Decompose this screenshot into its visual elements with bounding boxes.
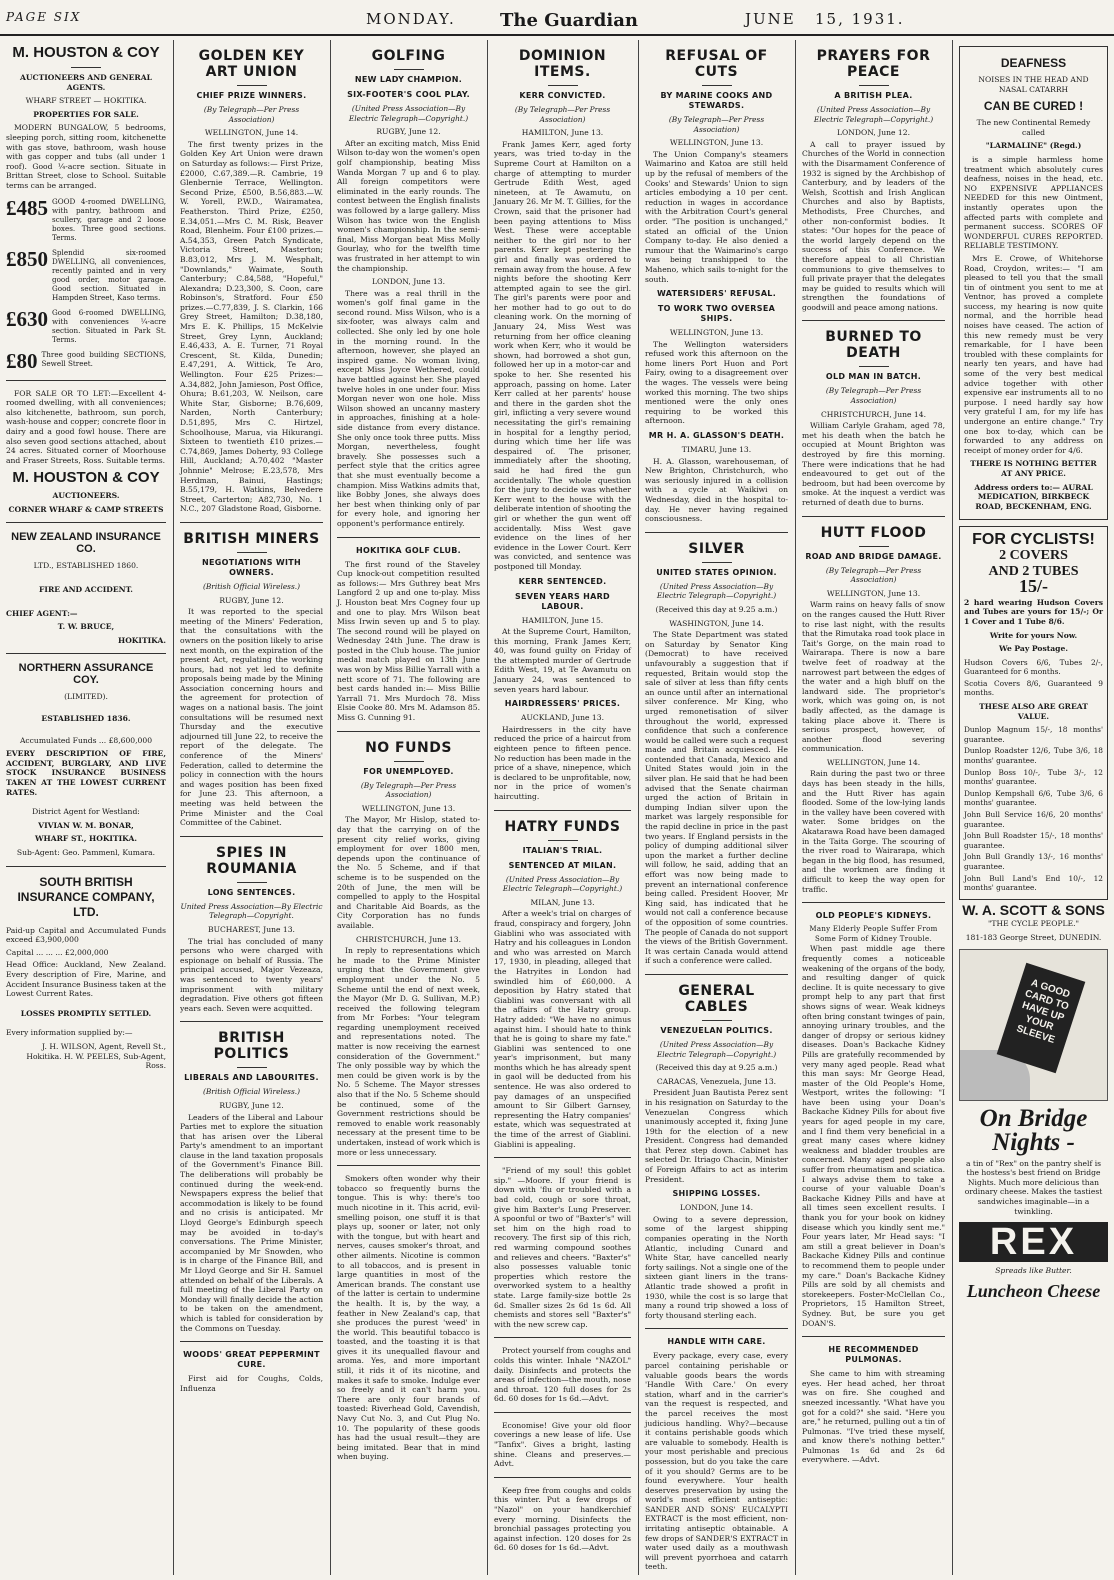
article-body: Hairdressers in the city have reduced the price of a haircut from eighteen pence to fifteen pence. No reduction has been made in the price of a shave, ninepence, which is declared to be unprofitable, now, nor in the price of women's haircutting. bbox=[494, 724, 631, 801]
column-2 bbox=[173, 40, 329, 1575]
listing-text: Three good building SECTIONS, Sewell Street. bbox=[41, 349, 166, 368]
scott-name: W. A. SCOTT & SONS bbox=[962, 901, 1105, 918]
listing-text: Splendid six-roomed DWELLING, all conveniences, recently painted and in very good order, motor garage. Good section. Situated in Hampden Street, Kaso terms. bbox=[52, 247, 166, 302]
newspaper-title: The Guardian bbox=[500, 10, 638, 31]
dateline: CARACAS, Venezuela, June 13. bbox=[656, 1076, 777, 1086]
article-body: A call to prayer issued by Churches of the World in connection with the Disarmament Conference of 1932 is signed by the Archbishop of Canterbury, and by leaders of the Welsh, Scottish and Irish Anglican Churches and also by Baptists, Methodists, Free Churches, and other non-conformist bodies. It states: "Our hopes for the peace of the world largely depend on the success of this Conference. We therefore appeal to all Christian communions to give themselves to full private prayer that the delegates may be guided to results which will strengthen the foundations of goodwill and peace among nations. bbox=[802, 139, 945, 312]
golfing-headline: GOLFING bbox=[371, 48, 446, 64]
article-body: The trial has concluded of many persons who were charged with espionage on behalf of Russia. The principal accused, Major Vezeaza, was sentenced to twenty years' imprisonment with military degradation. Five others got fifteen years each. Seven were acquitted. bbox=[180, 936, 323, 1013]
sbi-capital: Paid-up Capital and Accumulated Funds exceed £3,900,000 bbox=[6, 925, 166, 945]
divider bbox=[6, 522, 166, 523]
scott-address: 181-183 George Street, DUNEDIN. bbox=[965, 932, 1102, 942]
article-body: At the Supreme Court, Hamilton, this morning, Frank James Kerr, 40, was found guilty on Friday of the attempted murder of Gertrude Edith West, 19, at Te Awamutu on January 24, was sentenced to seven years hard labour. bbox=[494, 627, 631, 694]
divider bbox=[859, 366, 889, 367]
divider bbox=[337, 1165, 480, 1166]
article-body: Rain during the past two or three days has been steady in the hills, and the Hutt River has again flooded. Some of the low-lying lands in the valley have been covered with water. Some bridges on the Akatarawa Road have been damaged in the Taita Gorge. The scouring of the river road to Wairarapa, which began in the big flood, has resumed, and the workmen are finding it difficult to keep the way open for traffic. bbox=[802, 769, 945, 894]
article-body: President Juan Bautista Perez sent in his resignation on Saturday to the Venezuelan Congress which unanimously accepted it, fixing June 19th for the election of a new President. Congress had demanded that Perez step down. Cabinet has selected Dr. Itriago Chacin, Minister of Foreign Affairs to act as interim President. bbox=[645, 1088, 788, 1184]
listing-630 bbox=[6, 308, 166, 344]
na-address: WHARF ST., HOKITIKA. bbox=[35, 834, 137, 844]
woods-headline: WOODS' GREAT PEPPERMINT CURE. bbox=[183, 1350, 320, 1370]
general-cables-headline: GENERAL CABLES bbox=[678, 982, 755, 1015]
divider bbox=[494, 1412, 631, 1413]
luncheon-cheese: Luncheon Cheese bbox=[966, 1280, 1101, 1301]
dateline: WELLINGTON, June 14. bbox=[204, 128, 299, 138]
rex-tagline: Spreads like Butter. bbox=[995, 1266, 1072, 1276]
divider bbox=[802, 516, 945, 517]
byline: (British Official Wireless.) bbox=[202, 581, 301, 591]
tobacco-advertorial: Smokers often wonder why their tobacco so frequently burns the tongue. This is why: there's too much nicotine in it. This acrid, evil-smelling poison, one stuff it is that plays up, sooner or later, not only with the tongue, but with heart and nerves, causes smoker's throat, and other ailments. Nicotine is common to all tobaccos, and is present in large quantities in most of the American brands. The constant use of the latter is certain to undermine the health. It is, by the way, a feather in New Zealand's cap, that she produces the purest 'weed' in the world. This beautiful tobacco is toasted, and the toasting it is that gives it its unequalled flavour and aroma. Yes, and more important still, it rids it of its nicotine, and makes it safe to smoke. Indulge ever so freely and it can't harm you. There are only four brands of toasted: Riverhead Gold, Cavendish, Navy Cut No. 3, and Cut Plug No. 10. The popularity of these goods has had the usual result—they are being imitated. Bear that in mind when buying. bbox=[337, 1174, 480, 1462]
cyclists-price: 15/- bbox=[1019, 576, 1048, 597]
column-advertisements bbox=[0, 40, 172, 1575]
hatry-funds-headline: HATRY FUNDS bbox=[504, 818, 621, 835]
dateline: CHRISTCHURCH, June 13. bbox=[355, 934, 462, 944]
article-body: William Carlyle Graham, aged 78, met his death when the batch he occupied at Mount Brighton was destroyed by fire this morning. There were indications that he had endeavoured to get out of the bedroom, but had been overcome by smoke. At the inquest a verdict was returned of death due to burns. bbox=[802, 421, 945, 507]
divider bbox=[237, 1067, 267, 1068]
dateline: WELLINGTON, June 14. bbox=[826, 757, 921, 767]
covers-line: 2 COVERS bbox=[999, 547, 1068, 563]
divider bbox=[6, 866, 166, 867]
masthead bbox=[0, 0, 1114, 36]
divider bbox=[548, 85, 578, 86]
pulmonas-subhead: HE RECOMMENDED PULMONAS. bbox=[828, 1345, 919, 1365]
listing-price: £485 bbox=[6, 195, 48, 220]
tyre-row: John Bull Service 16/6, 20 months' guarantee. bbox=[964, 810, 1103, 829]
burned-subhead: OLD MAN IN BATCH. bbox=[825, 372, 922, 382]
listing-80 bbox=[6, 350, 166, 372]
divider bbox=[645, 532, 788, 533]
article-body: First aid for Coughs, Colds, Influenza bbox=[180, 1374, 323, 1393]
golfing-subhead: NEW LADY CHAMPION. bbox=[354, 75, 463, 84]
spies-headline: SPIES IN ROUMANIA bbox=[206, 844, 297, 877]
nzi-agent: T. W. BRUCE, bbox=[57, 622, 115, 632]
sbi-capital2: Capital ... ... ... £2,000,000 bbox=[6, 947, 109, 957]
dateline: RUGBY, June 12. bbox=[219, 1100, 284, 1110]
article-body: Leaders of the Liberal and Labour Parties met to explore the situation that has arisen over the Liberal Party's amendment to an important clause in the land taxation proposals of the Government's Finance Bill. The deliberations will probably be continued during the week-end. Newspapers express the belief that accommodation is likely to be found and no crisis is anticipated. Mr Lloyd George's Edinburgh speech may be avoided in to-day's conversations. The Prime Minister, accompanied by Mr Snowden, who is in charge of the Finance Bill, and Mr Lloyd George and Sir H. Samuel attended on behalf of the Liberals. A full meeting of the Liberal Party on Monday will finally decide the action to be taken on the amendment, which is tabled for consideration by the Commons on Tuesday. bbox=[180, 1112, 323, 1333]
shipping-losses-subhead: SHIPPING LOSSES. bbox=[672, 1189, 761, 1199]
byline: (By Telegraph—Per Press Association) bbox=[668, 115, 765, 134]
article-body: Warm rains on heavy falls of snow on the ranges caused the Hutt River to rise last night, with the results that the Rimutaka road took place in Tait's Gorge, on the main road to Wairarapa. There is now a bare twelve feet of roadway at the narrowest part between the edges of the water and a high bluff on the landward side. The proprietor's work, which was going on, is not badly affected, as the damage is taking place above it. There is serious prospect, however, of another flood severing communication. bbox=[802, 600, 945, 754]
deafness-big: CAN BE CURED ! bbox=[983, 99, 1084, 114]
article-body: Every package, every case, every parcel containing perishable or valuable goods bears the words 'Handle With Care.' On every station, wharf and in the carrier's van the request is respected, and the parcel receives the most judicious handling. Why?—because it contains perishable goods which are valuable to somebody. Health is your most perishable and precious possession, but do you take the care of it you should? Germs are to be found everywhere. Your health deserves preservation by using the world's most efficient antiseptic: SANDER AND SONS' EUCALYPTI EXTRACT is the most efficient, non-irritating antiseptic obtainable. A few drops of SANDER'S EXTRACT in water used daily as a mouthwash will prevent pyorrhoea and catarrh teeth. bbox=[645, 1351, 788, 1572]
byline: (British Official Wireless.) bbox=[202, 1087, 301, 1097]
deafness-new: The new Continental Remedy called bbox=[976, 118, 1091, 137]
article-body: It was reported to the special meeting of the Miners' Federation, that the consultations with the owners on the position likely to arise next month, on the expiration of the present Act, regulating the working hours, had not yet led to definite proposals being made by the Mining Association concerning hours and the agreement for protection of wages on a national basis. The joint consultations will be resumed next Thursday and the executive adjourned till June 22, to receive the report of the delegate. The conference of the Miners' Federation, called to determine the policy in connection with the hours and wages position has been fixed for June 23. This afternoon, a meeting was held between the Prime Minister and the Coal Committee of the Cabinet. bbox=[180, 607, 323, 828]
dateline: HAMILTON, June 13. bbox=[521, 128, 604, 138]
tyre-row: Dunlop Roadster 12/6, Tube 3/6, 18 months' guarantee. bbox=[964, 746, 1103, 766]
venezuela-subhead: VENEZUELAN POLITICS. bbox=[660, 1025, 773, 1035]
silver-subhead: UNITED STATES OPINION. bbox=[656, 567, 777, 577]
divider bbox=[859, 546, 889, 547]
glasson-subhead: MR H. A. GLASSON'S DEATH. bbox=[648, 431, 785, 441]
kerr-sentenced-subhead-2: SEVEN YEARS HARD LABOUR. bbox=[514, 591, 610, 611]
byline: (United Press Association—By Electric Telegraph—Copyright.) bbox=[502, 874, 623, 894]
deafness-headline: DEAFNESS bbox=[1000, 56, 1067, 70]
article-body: Owing to a severe depression, some of the largest shipping companies operating in the North Atlantic, including Cunard and White Star, have cancelled nearly forty sailings. Not a single one of the sixteen giant liners in the trans-Atlantic trade showed a profit in 1930, while the cost is so large that many a round trip showed a loss of forty thousand sterling each. bbox=[645, 1214, 788, 1320]
houston2-heading: M. HOUSTON & COY bbox=[12, 469, 160, 487]
cyclists-headline: FOR CYCLISTS! bbox=[972, 531, 1095, 549]
listing-text: Good 6-roomed DWELLING, with conveniences ¼-acre section. Situated in Park St. Terms. bbox=[52, 307, 166, 344]
divider bbox=[180, 522, 323, 523]
dateline: LONDON, June 12. bbox=[836, 128, 911, 138]
received-line: (Received this day at 9.25 a.m.) bbox=[655, 1063, 778, 1073]
kerr-convicted-subhead: KERR CONVICTED. bbox=[519, 91, 606, 100]
prayers-headline: PRAYERS FOR PEACE bbox=[816, 48, 931, 80]
divider bbox=[548, 840, 578, 841]
sbi-losses: LOSSES PROMPTLY SETTLED. bbox=[20, 1008, 152, 1018]
silver-headline: SILVER bbox=[688, 540, 745, 557]
baxters-advertorial: "Friend of my soul! this goblet sip." —Moore. If your friend is down with 'flu or troubled with a bad cold, cough or sore throat, give him Baxter's Lung Preserver. A spoonful or two of "Baxter's" will set him on the high road to recovery. The first sip of this rich, red warming compound soothes and relieves and cheers. "Baxter's" also possesses valuable tonic properties which restore the overworked system to a healthy state. Large family-size bottle 2s 6d. Smaller sizes 2s 6d 1s 6d. All chemists and stores sell "Baxter's" with the new screw cap. bbox=[494, 1166, 631, 1329]
larmaline-name: "LARMALINE" (Regd.) bbox=[985, 141, 1082, 151]
listing-price: £630 bbox=[6, 306, 48, 331]
divider bbox=[6, 653, 166, 654]
bungalow-listing: MODERN BUNGALOW, 5 bedrooms, sleeping porch, sitting room, kitchenette with gas stove, bathroom, wash house with gas copper and tubs (all under 1 roof). Good ¼-acre section. Situate in Brittan Street, close to School. Suitable terms can be arranged. bbox=[6, 123, 166, 190]
tyre-row: Dunlop Kempshall 6/6, Tube 3/6, 6 months' guarantee. bbox=[964, 788, 1103, 808]
divider bbox=[237, 882, 267, 883]
divider bbox=[237, 85, 267, 86]
sbi-agents: J. H. WILSON, Agent, Revell St., Hokitika. H. W. PEELES, Sub-Agent, Ross. bbox=[26, 1041, 166, 1071]
divider bbox=[494, 1157, 631, 1158]
art-union-headline: GOLDEN KEY ART UNION bbox=[198, 48, 305, 80]
refusal-of-cuts-headline: REFUSAL OF CUTS bbox=[665, 48, 768, 80]
tyre-row: John Bull Roadster 15/-, 18 months' guarantee. bbox=[964, 831, 1103, 850]
dateline: WELLINGTON, June 13. bbox=[361, 803, 456, 813]
british-politics-subhead: LIBERALS AND LABOURITES. bbox=[184, 1073, 319, 1083]
playing-card-image: A GOOD CARD TO HAVE UP YOUR SLEEVE bbox=[997, 962, 1086, 1072]
cyclists-body: 2 hard wearing Hudson Covers and Tubes are yours for 15/-; Or 1 Cover and 1 Tube 8/6. bbox=[964, 597, 1103, 626]
northern-assurance-heading: NORTHERN ASSURANCE COY. bbox=[18, 662, 154, 687]
column-3 bbox=[330, 40, 486, 1575]
divider bbox=[494, 1477, 631, 1478]
nothing-better: THERE IS NOTHING BETTER AT ANY PRICE. bbox=[970, 459, 1097, 478]
divider bbox=[180, 836, 323, 837]
article-body: After an exciting match, Miss Enid Wilson to-day won the women's open golf championship, beating Miss Wanda Morgan 7 up and 6 to play. All foreign competitors were eliminated in the early rounds. The contest between the English finalists was followed by a large gallery. Miss Wilson has twice won the English women's championship. In the semi-final, Miss Morgan beat Miss Molly Gourlay, who for the twelfth time was frustrated in her attempt to win the championship. bbox=[337, 138, 480, 273]
na-established: ESTABLISHED 1836. bbox=[41, 714, 131, 724]
dateline: TIMARU, June 13. bbox=[681, 445, 752, 455]
dateline: WELLINGTON, June 13. bbox=[826, 588, 921, 598]
column-7 bbox=[952, 40, 1114, 1575]
nazol-advertorial-2: Keep free from coughs and colds this winter. Put a few drops of "Nazol" on your handkerchief every morning. Disinfects the bronchial passages protecting you against infection. 120 doses for 2s 6d. 60 doses for 1s 6d.—Advt. bbox=[494, 1485, 631, 1553]
no-funds-headline: NO FUNDS bbox=[365, 739, 452, 756]
dateline: BUCHAREST, June 13. bbox=[208, 924, 295, 934]
masthead-date: 15, 1931. bbox=[815, 10, 905, 28]
masthead-month: JUNE bbox=[745, 10, 796, 28]
divider bbox=[645, 974, 788, 975]
tyre-row: John Bull Land's End 10/-, 12 months' guarantee. bbox=[964, 873, 1103, 893]
na-agent: VIVIAN W. M. BONAR, bbox=[38, 820, 134, 830]
na-limited: (LIMITED). bbox=[64, 692, 108, 702]
byline: (United Press Association—By Electric Telegraph—Copyright.) bbox=[656, 1039, 777, 1059]
divider bbox=[859, 85, 889, 86]
houston-heading: M. HOUSTON & COY bbox=[12, 44, 160, 61]
listing-850 bbox=[6, 248, 166, 302]
south-british-heading: SOUTH BRITISH INSURANCE COMPANY, LTD. bbox=[17, 874, 155, 919]
divider bbox=[180, 1341, 323, 1342]
kidneys-subhead-2: Many Elderly People Suffer From Some Form of Kidney Trouble. bbox=[809, 925, 938, 943]
houston-subtitle: AUCTIONEERS AND GENERAL AGENTS. bbox=[20, 73, 152, 92]
kerr-sentenced-subhead: KERR SENTENCED. bbox=[518, 576, 607, 586]
deafness-body: is a simple harmless home treatment which absolutely cures deafness, noises in the head, etc. NO EXPENSIVE APPLIANCES NEEDED for this new Ointment, instantly operates upon the affected parts with complete and permanent success. SCORES OF WONDERFUL CURES REPORTED. RELIABLE TESTIMONY. bbox=[964, 154, 1103, 251]
handle-with-care-subhead: HANDLE WITH CARE. bbox=[667, 1337, 766, 1347]
listing-price: £850 bbox=[6, 246, 48, 271]
column-5 bbox=[638, 40, 794, 1575]
dateline: LONDON, June 14. bbox=[679, 1203, 754, 1213]
dateline: WELLINGTON, June 13. bbox=[669, 328, 764, 338]
deafness-subhead: NOISES IN THE HEAD AND NASAL CATARRH bbox=[978, 75, 1089, 94]
page-number: PAGE SIX bbox=[6, 10, 82, 24]
received-line: (Received this day at 9.25 a.m.) bbox=[655, 604, 778, 614]
kidneys-subhead: OLD PEOPLE'S KIDNEYS. bbox=[815, 911, 932, 921]
tubes-line: AND 2 TUBES bbox=[988, 563, 1079, 579]
divider bbox=[802, 1336, 945, 1337]
pay-postage: We Pay Postage. bbox=[999, 644, 1068, 654]
tanfix-advertorial: Economise! Give your old floor coverings a new lease of life. Use "Tanfix". Gives a bright, lasting shine. Cleans and preserves.—Advt. bbox=[494, 1420, 631, 1469]
watersiders-subhead-2: TO WORK TWO OVERSEA SHIPS. bbox=[657, 304, 776, 324]
column-4 bbox=[487, 40, 637, 1575]
article-body: Frank James Kerr, aged forty years, was tried to-day in the Supreme Court at Hamilton on a charge of attempting to murder Gertrude Edith West, aged nineteen, at Te Awamutu, on January 26. Mr M. T. Gillies, for the Crown, said that the prisoner had been paying attentions to Miss West. These were acceptable neither to the girl nor to her parents. Kerr kept pestering the girl and finally was ordered to remain away from the house. A few nights before the shooting Kerr attempted again to see the girl. The girl's parents were poor and her mother had to go out to do cleaning work. On the morning of January 24, Miss West was returning from her office cleaning work when Kerr, who it would be shown, had borrowed a shot gun, followed her up in a motor-car and spoke to her. She resented his approach, passing on home. Later Kerr called at her parents' house and there in the garden shot the girl, inflicting a very severe wound necessitating the girl's remaining in hospital for a lengthy period, during which time her life was despaired of. The prisoner, immediately after the shooting, said he had fired the gun accidentally. The whole question for the jury to decide was whether Kerr went to the house with the deliberate intention of shooting the girl or whether the gun went off accidentally. Miss West gave evidence on the lines of her evidence in the Lower Court. Kerr was convicted, and sentence was postponed till Monday. bbox=[494, 139, 631, 571]
dominion-items-headline: DOMINION ITEMS. bbox=[518, 48, 607, 80]
nzi-town: HOKITIKA. bbox=[118, 635, 166, 645]
article-body: The first round of the Staveley Cup knock-out competition resulted as follows:— Mrs Guthrey beat Mrs Langford 2 up and one to-play. Miss J. Houston beat Mrs Cogney four up and one to play. Mrs Wilson beat Miss Irwin seven up and 5 to play. The second round will be played on Wednesday 24th June. The draw is posted in the Club house. The junior medal match played on 13th June was won by Miss Billie Yarrall with a nett score of 71. The following are best cards handed in:— Miss Billie Yarrall 71. Mrs Murdoch 78. Miss Elsie Cooke 80. Mrs M. Adamson 85. Miss G. Cunning 91. bbox=[337, 559, 480, 723]
dateline: AUCKLAND, June 13. bbox=[521, 713, 604, 723]
houston-address: WHARF STREET — HOKITIKA. bbox=[25, 96, 147, 106]
divider bbox=[494, 810, 631, 811]
listing-price: £80 bbox=[6, 348, 38, 373]
byline: United Press Association—By Electric Telegraph—Copyright. bbox=[180, 901, 323, 921]
deafness-testimony: Mrs E. Crowe, of Whitehorse Road, Croydon, writes:— "I am pleased to tell you that the small tin of ointment you sent to me at Ventnor, has proved a complete success, my hearing is now quite normal, and the horrible head noises have ceased. The action of this new remedy must be very remarkable, for I have been troubled with these complaints for nearly ten years, and have had some of the very best medical advice together with other expensive ear instruments all to no purpose. I need hardly say how very grateful I am, for my life has undergone an entire change." Try one box to-day, which can be forwarded to any address on receipt of money order for 4/6. bbox=[964, 253, 1103, 455]
article-body: There was a real thrill in the women's golf final game in the second round. Miss Wilson, who is a six-footer, was always calm and collected. She only led by one hole in the morning round. In the afternoon, however, she played an inspired game. No woman living, except Miss Joyce Wethered, could have battled against her. She played twelve holes in one under four. Miss Morgan never won one hole. Miss Wilson showed an uncanny mastery in approaches, finishing at a hole-side distance from every distance. She only once took three putts. Miss Morgan, nevertheless, fought bravely. She possesses such a perfect style that the critics agree that she must eventually become a champion. Miss Watkins admits that, like Bobby Jones, she always does her best when thinking only of par for every hole, and ignoring her opponent's performance entirely. bbox=[337, 288, 480, 528]
nzi-heading: NEW ZEALAND INSURANCE CO. bbox=[11, 531, 161, 556]
column-6 bbox=[795, 40, 951, 1575]
for-sale-listing: FOR SALE OR TO LET:—Excellent 4-roomed dwelling, with all conveniences; also kitchenette, bathroom, sun porch, wash-house and copper; concrete floor in dairy and a good fowl house. There are also seven good sections attached, about 24 acres. Situated corner of Moorhouse and Fraser Streets, Ross. Suitable terms. bbox=[6, 388, 166, 465]
divider bbox=[645, 1328, 788, 1329]
nazol-advertorial: Protect yourself from coughs and colds this winter. Inhale "NAZOL" daily. Disinfects and protects the areas of infection—the mouth, nose and throat. 120 full doses for 2s 6d. 60 doses for 1s 6d.—Advt. bbox=[494, 1346, 631, 1404]
article-body: The State Department was stated on Saturday by Senator King (Democrat) to have received unfavourably a suggestion that if requested, Britain would stop the sale of silver at less than fifty cents an ounce until after an international silver conference. Mr King, who urged remonetisation of silver throughout the world, expressed confidence that such a conference would be called were such a request made and Britain acquiesced. He contended that Canada, Mexico and United States would join in the silver plan. He said that he had been advised that the Senate chairman urged the action of Britain in dumping Indian silver upon the market was largely responsible for the rapid decline in price in the past two years. If England persists in the policy of dumping additional silver upon the market a further decline will follow, he said, adding that an effort was now being made to prevent an international conference being called. President Hoover, Mr King said, has indicated that he would not call a conference because of the opposition of some countries. The people of Canada do not support the views of the British Government. It was certain Canada would attend if such a conference were called. bbox=[645, 630, 788, 966]
dateline: WASHINGTON, June 14. bbox=[669, 618, 764, 628]
sbi-office: Head Office: Auckland, New Zealand. Every description of Fire, Marine, and Accident Insurance Business taken at the Lowest Current Rates. bbox=[6, 960, 166, 999]
british-politics-headline: BRITISH POLITICS bbox=[213, 1030, 290, 1063]
golfing-subhead-2: SIX-FOOTER'S COOL PLAY. bbox=[347, 90, 470, 99]
properties-heading: PROPERTIES FOR SALE. bbox=[33, 109, 139, 119]
bridge-headline: On Bridge Nights - bbox=[979, 1104, 1088, 1156]
nzi-type: FIRE AND ACCIDENT. bbox=[39, 585, 133, 595]
byline: (By Telegraph—Per Press Association) bbox=[360, 780, 457, 800]
article-body: She came to him with streaming eyes. Her head ached, her throat was on fire. She coughed and sneezed incessantly. "What have you got for a cold?" she said. "Here you are," he returned, pulling out a tin of Pulmonas. "I've tried these myself, and know there's nothing better." Pulmonas 1s 6d and 2s 6d everywhere. —Advt. bbox=[802, 1369, 945, 1465]
article-body: The Wellington watersiders refused work this afternoon on the home liners Port Huon and Port Fairy, owing to a disagreement over the wages. The vessels were being worked this morning. The two ships mentioned were the only ones requiring to be worked this afternoon. bbox=[645, 339, 788, 426]
nzi-agent-label: CHIEF AGENT:— bbox=[6, 608, 78, 618]
british-miners-subhead: NEGOTIATIONS WITH OWNERS. bbox=[201, 557, 302, 577]
divider bbox=[180, 1021, 323, 1022]
aural-address: Address orders to:— AURAL MEDICATION, BIRKBECK ROAD, BECKENHAM, ENG. bbox=[974, 482, 1093, 511]
sbi-info: Every information supplied by:— bbox=[6, 1028, 133, 1038]
byline: (By Telegraph—Per Press Association) bbox=[514, 105, 611, 124]
hudson-line: Hudson Covers 6/6, Tubes 2/-, Guaranteed for 6 months. bbox=[964, 657, 1103, 677]
byline: (United Press Association—By Electric Telegraph—Copyright.) bbox=[656, 581, 777, 601]
hairdressers-subhead: HAIRDRESSERS' PRICES. bbox=[504, 699, 621, 709]
cyclists-advert bbox=[959, 526, 1108, 899]
article-body: The Mayor, Mr Hislop, stated to-day that the carrying on of the present city relief works, giving employment for over 1800 men, depends upon the continuance of the No. 5 Scheme, and if that scheme is to be suspended on the 20th of June, the men will be compelled to apply to the Hospital and Charitable Aid Boards, as the City Corporation has no funds available. bbox=[337, 815, 480, 930]
dateline: RUGBY, June 12. bbox=[376, 127, 441, 137]
divider bbox=[337, 537, 480, 538]
article-body: In reply to representations which he made to the Prime Minister urging that the Government give employment under the No. 5 Scheme until the end of next week, the Mayor (Mr D. G. Sullivan, M.P.) received the following telegram from Mr Forbes: "Your telegram regarding unemployment received and representations noted. The matter is now receiving the earnest consideration of the Government." The only possible way by which the men could be given work is by the No. 5 Scheme. The Mayor stresses also that if the No. 5 Scheme should be continued, some of the Government restrictions should be removed to enable work reasonably necessary at the present time to be undertaken, instead of work which is more or less unnecessary. bbox=[337, 946, 480, 1157]
houston2-address: CORNER WHARF & CAMP STREETS bbox=[8, 504, 164, 514]
british-miners-headline: BRITISH MINERS bbox=[183, 530, 320, 547]
article-body: The first twenty prizes in the Golden Key Art Union were drawn on Saturday as follows:— First Prize, £2000, C.67,389.—R. Cambrie, 19 Glenbernie Terrace, Wellington. Second Prize, £500, B.56,883.—W. W. Yorell, P.W.D., Wairamatea, Featherston. Third Prize, £250, E.34,051.—Mrs C. M. Risk, Beaver Road, Blenheim. Four £100 prizes.—A.54,353, Green Patch Syndicate, Victoria Street, Masterton; B.83,012, Mrs J. M. Wesphalt, "Downlands," Waimate, South Canterbury; C.84,588, "Hopeful," Alexandra; D.23,300, S. Coon, care Robinson's, Stratford. Four £50 prizes.—C.77,839, J. S. Clarkin, 166 Grey Street, Hamilton; D.38,180, Mrs E. K. Phillips, 15 McKelvie Street, Grey Lynn, Auckland; E.46,433, A. E. Turner, 71 Royal Crescent, St. Kilda, Dunedin; E.47,291, A. Wittick, Te Aro, Wellington. Four £25 Prizes:—A.34,882, John Jamieson, Post Office, Ohura; B.61,203, W. Neilson, care White Star, Gisborne; B.76,609, Narden, North Canterbury; D.51,895, Mrs C. Hirtzel, Schoolhouse, Marua, via Hikurangi. Sixteen to twentieth £10 prizes.—C.74,869, James Doherty, 93 College Hill, Auckland; A.70,402 "Master Johnnie" Melrose; E.23,578, Mrs Herdman, Bainui, Hastings; B.55,179, H. Watkins, Belvedere Street, Carterton; A82,730, No. 1 N.C., 207 Gladstone Road, Gisborne. bbox=[180, 139, 323, 514]
dateline: HAMILTON, June 15. bbox=[521, 615, 604, 625]
na-funds: Accumulated Funds ... £8,600,000 bbox=[19, 735, 153, 745]
divider bbox=[702, 562, 732, 563]
listing-text: GOOD 4-roomed DWELLING, with pantry, bathroom and scullery, garage and 2 loose boxes. Three good sections. Terms. bbox=[52, 196, 166, 242]
tyre-row: Dunlop Boss 10/-, Tube 3/-, 12 months' guarantee. bbox=[964, 767, 1103, 787]
byline: (United Press Association—By Electric Telegraph—Copyright.) bbox=[348, 104, 469, 123]
tyre-row: John Bull Grandly 13/-, 16 months' guarantee. bbox=[964, 852, 1103, 871]
byline: (By Telegraph—Per Press Association) bbox=[825, 565, 922, 585]
byline: (By Telegraph—Per Press Association) bbox=[825, 386, 922, 406]
scotia-line: Scotia Covers 8/6, Guaranteed 9 months. bbox=[964, 678, 1103, 698]
dateline: RUGBY, June 12. bbox=[219, 595, 284, 605]
article-body: The Union Company's steamers Waimarino and Katoa are still held up by the refusal of members of the Cooks' and Stewards' Union to sign articles embodying a 10 per cent. reduction in wages in accordance with the Arbitration Court's general order. "The position is unchanged," stated an official of the Union Company to-day. He also denied a rumour that the Waimarino's cargo was being transhipped to the Maheno, which sails to-night for the south. bbox=[645, 149, 788, 284]
dateline: WELLINGTON, June 13. bbox=[669, 138, 764, 148]
spies-subhead: LONG SENTENCES. bbox=[207, 887, 296, 897]
divider bbox=[702, 1020, 732, 1021]
article-body: When past middle age there frequently comes a noticeable weakening of the organs of the body, and resulting danger of quick decline. It is quite necessary to give prompt help to any part that first shows signs of wear. Weak kidneys often bring constant twinges of pain, annoying urinary troubles, and the danger of dropsy or serious kidney diseases. Doan's Backache Kidney Pills are gratefully recommended by very many aged people. Read what this man says: Mr George Head, master of the Old People's Home, Westport, writes the following: "I have been using your Doan's Backache Kidney Pills for about five years for aged people in my care, and I find them very beneficial in a great many cases where kidney weakness and bladder troubles are concerned. Many aged people also suffer from rheumatism and sciatica. I always advise them to take a course of your valuable Doan's Backache Kidney Pills and have at all times seen excellent results. I thank you for your book on kidney disease which you kindly sent me." Four years later, Mr Head says: "I am still a great believer in Doan's Backache Kidney Pills and continue to recommend them to people under my care." Doan's Backache Kidney Pills are sold by all chemists and storekeepers. Foster-McClellan Co., Proprietors, 15 Hamilton Street, Sydney. But, be sure you get DOAN'S. bbox=[802, 944, 945, 1328]
divider bbox=[494, 1337, 631, 1338]
dateline: MILAN, June 13. bbox=[530, 897, 595, 907]
hatry-subhead-2: SENTENCED AT MILAN. bbox=[508, 860, 617, 870]
byline: (By Telegraph—Per Press Association) bbox=[203, 105, 300, 124]
tyre-row: Dunlop Magnum 15/-, 18 months' guarantee. bbox=[964, 725, 1103, 744]
divider bbox=[394, 69, 424, 70]
card-illustration bbox=[959, 949, 1108, 1101]
hutt-flood-subhead: ROAD AND BRIDGE DAMAGE. bbox=[805, 551, 942, 561]
write-now: Write for yours Now. bbox=[989, 630, 1078, 640]
dateline: LONDON, June 13. bbox=[371, 277, 446, 287]
na-sub-agent: Sub-Agent: Geo. Pammenl, Kumara. bbox=[16, 847, 156, 857]
bridge-body: a tin of "Rex" on the pantry shelf is the hostess's best friend on Bridge Nights. Much more delicious than ordinary cheese. Makes the tastiest sandwiches imaginable—in a twinkling. bbox=[964, 1158, 1103, 1216]
deafness-advert bbox=[959, 46, 1108, 520]
divider bbox=[337, 731, 480, 732]
divider bbox=[237, 552, 267, 553]
listing-485 bbox=[6, 197, 166, 242]
scott-subtitle: "THE CYCLE PEOPLE." bbox=[987, 919, 1080, 929]
masthead-day: MONDAY. bbox=[366, 10, 456, 28]
nzi-established: LTD., ESTABLISHED 1860. bbox=[33, 561, 139, 571]
watersiders-subhead: WATERSIDERS' REFUSAL. bbox=[656, 289, 777, 299]
byline: (United Press Association—By Electric Telegraph—Copyright.) bbox=[813, 105, 934, 124]
divider bbox=[6, 380, 166, 381]
divider bbox=[802, 320, 945, 321]
divider bbox=[802, 902, 945, 903]
dateline: CHRISTCHURCH, June 14. bbox=[820, 409, 927, 419]
article-body: H. A. Glasson, warehouseman, of New Brighton, Christchurch, who was seriously injured in a collision with a cycle at Waikiwi on Wednesday, died in the hospital to-day. He never having regained consciousness. bbox=[645, 456, 788, 524]
article-body: After a week's trial on charges of fraud, conspiracy and forgery, John Giablini who was associated with Hatry and his colleagues in London and who was arrested on March 17, 1930, in pleading, alleged that the Hatryites in London had swindled him of £60,000. A deposition by Hatry stated that Giablini was conversant with all the affairs of the Hatry group. Hatry added: "We have no animus against him. I should hate to think that he is going to share my fate." Giablini was sentenced to one year's imprisonment, but many months which he has already spent in gaol will be deducted from his sentence. He was also ordered to pay damages of an unspecified amount to Sir Gilbert Garnsey, representing the Hatry companies' estate, which was sequestrated at the time of the arrest of Giablini. Giablini is appealing. bbox=[494, 909, 631, 1149]
divider bbox=[394, 761, 424, 762]
rex-logo: REX bbox=[959, 1222, 1108, 1262]
divider bbox=[702, 85, 732, 86]
also-value: THESE ALSO ARE GREAT VALUE. bbox=[979, 702, 1088, 721]
no-funds-subhead: FOR UNEMPLOYED. bbox=[363, 766, 454, 776]
hokitika-golf-headline: HOKITIKA GOLF CLUB. bbox=[355, 545, 461, 555]
houston2-subtitle: AUCTIONEERS. bbox=[52, 491, 120, 501]
hatry-subhead: ITALIAN'S TRIAL. bbox=[522, 845, 603, 855]
hutt-flood-headline: HUTT FLOOD bbox=[820, 524, 927, 541]
prayers-subhead: A BRITISH PLEA. bbox=[834, 91, 913, 100]
divider bbox=[71, 67, 101, 68]
na-district: District Agent for Westland: bbox=[32, 807, 140, 817]
art-union-subhead: CHIEF PRIZE WINNERS. bbox=[196, 91, 307, 100]
burned-headline: BURNED TO DEATH bbox=[825, 329, 922, 362]
refusal-subhead: BY MARINE COOKS AND STEWARDS. bbox=[660, 91, 773, 110]
na-description: EVERY DESCRIPTION OF FIRE, ACCIDENT, BURGLARY, AND LIVE STOCK INSURANCE BUSINESS TAKEN AT THE LOWEST CURRENT RATES. bbox=[6, 749, 166, 797]
